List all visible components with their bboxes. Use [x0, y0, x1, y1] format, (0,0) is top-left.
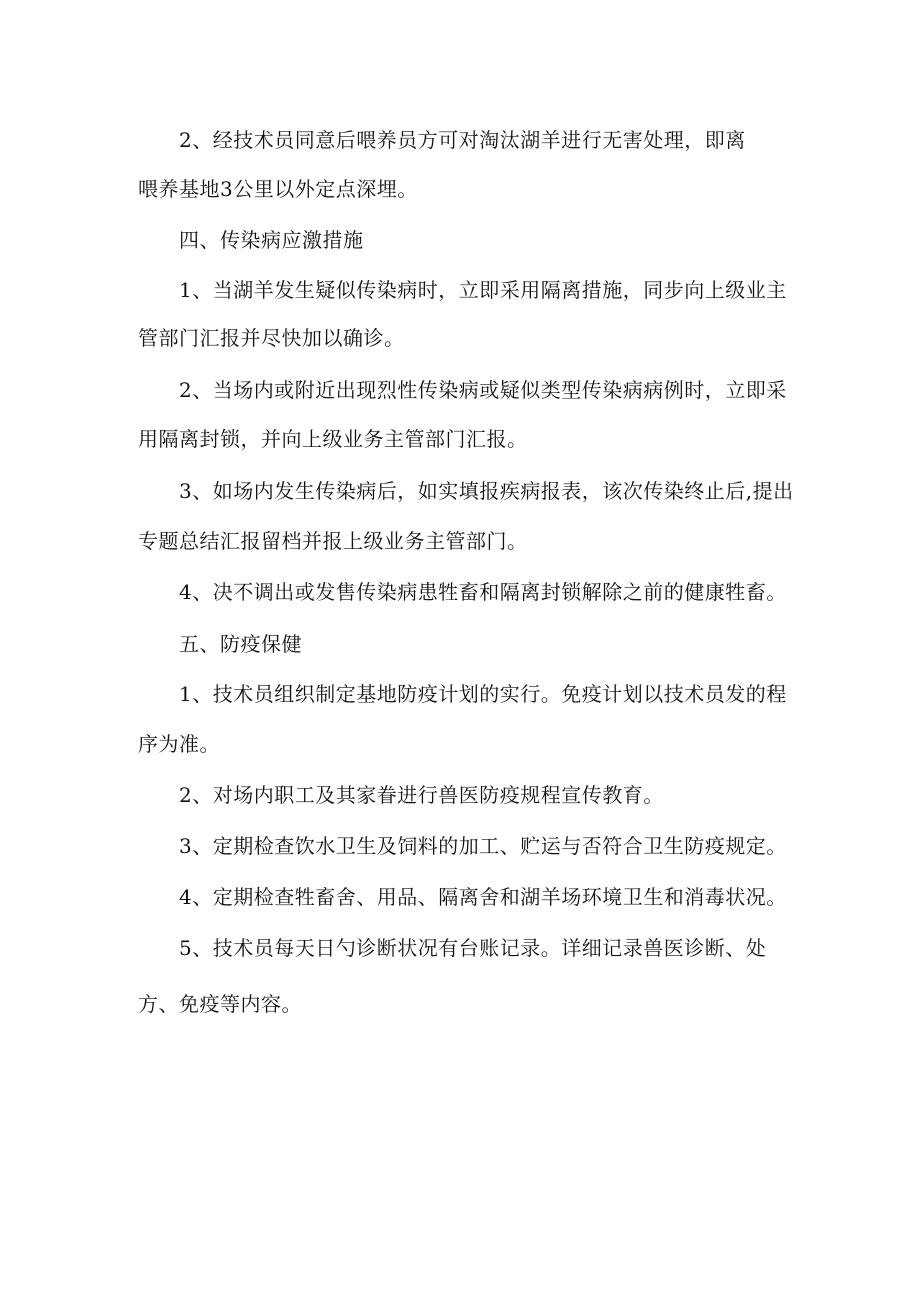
- paragraph-5-2: 2、对场内职工及其家眷进行兽医防疫规程宣传教育。: [179, 783, 664, 807]
- section-heading-4: 四、传染病应激措施: [179, 228, 364, 252]
- paragraph-4-1-line-1: 1、当湖羊发生疑似传染病时，立即采用隔离措施，同步向上级业主: [179, 278, 787, 302]
- paragraph-5-1-line-2: 序为准。: [138, 732, 220, 756]
- paragraph-4-2-line-1: 2、当场内或附近出现烈性传染病或疑似类型传染病病例时，立即采: [179, 378, 787, 402]
- paragraph-5-5-line-2: 方、免疫等内容。: [138, 992, 302, 1016]
- paragraph-5-5-line-1: 5、技术员每天日勺诊断状况有台账记录。详细记录兽医诊断、处: [179, 936, 767, 960]
- paragraph-4-2-line-2: 用隔离封锁，并向上级业务主管部门汇报。: [138, 427, 528, 451]
- paragraph-5-3: 3、定期检查饮水卫生及饲料的加工、贮运与否符合卫生防疫规定。: [179, 834, 787, 858]
- paragraph-2-line-2: 喂养基地3公里以外定点深埋。: [138, 177, 418, 201]
- paragraph-4-3-line-1: 3、如场内发生传染病后，如实填报疾病报表，该次传染终止后,提出: [179, 479, 794, 503]
- paragraph-4-4: 4、决不调出或发售传染病患牲畜和隔离封锁解除之前的健康牲畜。: [179, 580, 787, 604]
- section-heading-5: 五、防疫保健: [179, 632, 302, 656]
- paragraph-2-line-1: 2、经技术员同意后喂养员方可对淘汰湖羊进行无害处理，即离: [179, 128, 746, 152]
- paragraph-5-1-line-1: 1、技术员组织制定基地防疫计划的实行。免疫计划以技术员发的程: [179, 682, 787, 706]
- paragraph-4-1-line-2: 管部门汇报并尽快加以确诊。: [138, 326, 405, 350]
- paragraph-4-3-line-2: 专题总结汇报留档并报上级业务主管部门。: [138, 529, 528, 553]
- paragraph-5-4: 4、定期检查牲畜舍、用品、隔离舍和湖羊场环境卫生和消毒状况。: [179, 885, 787, 909]
